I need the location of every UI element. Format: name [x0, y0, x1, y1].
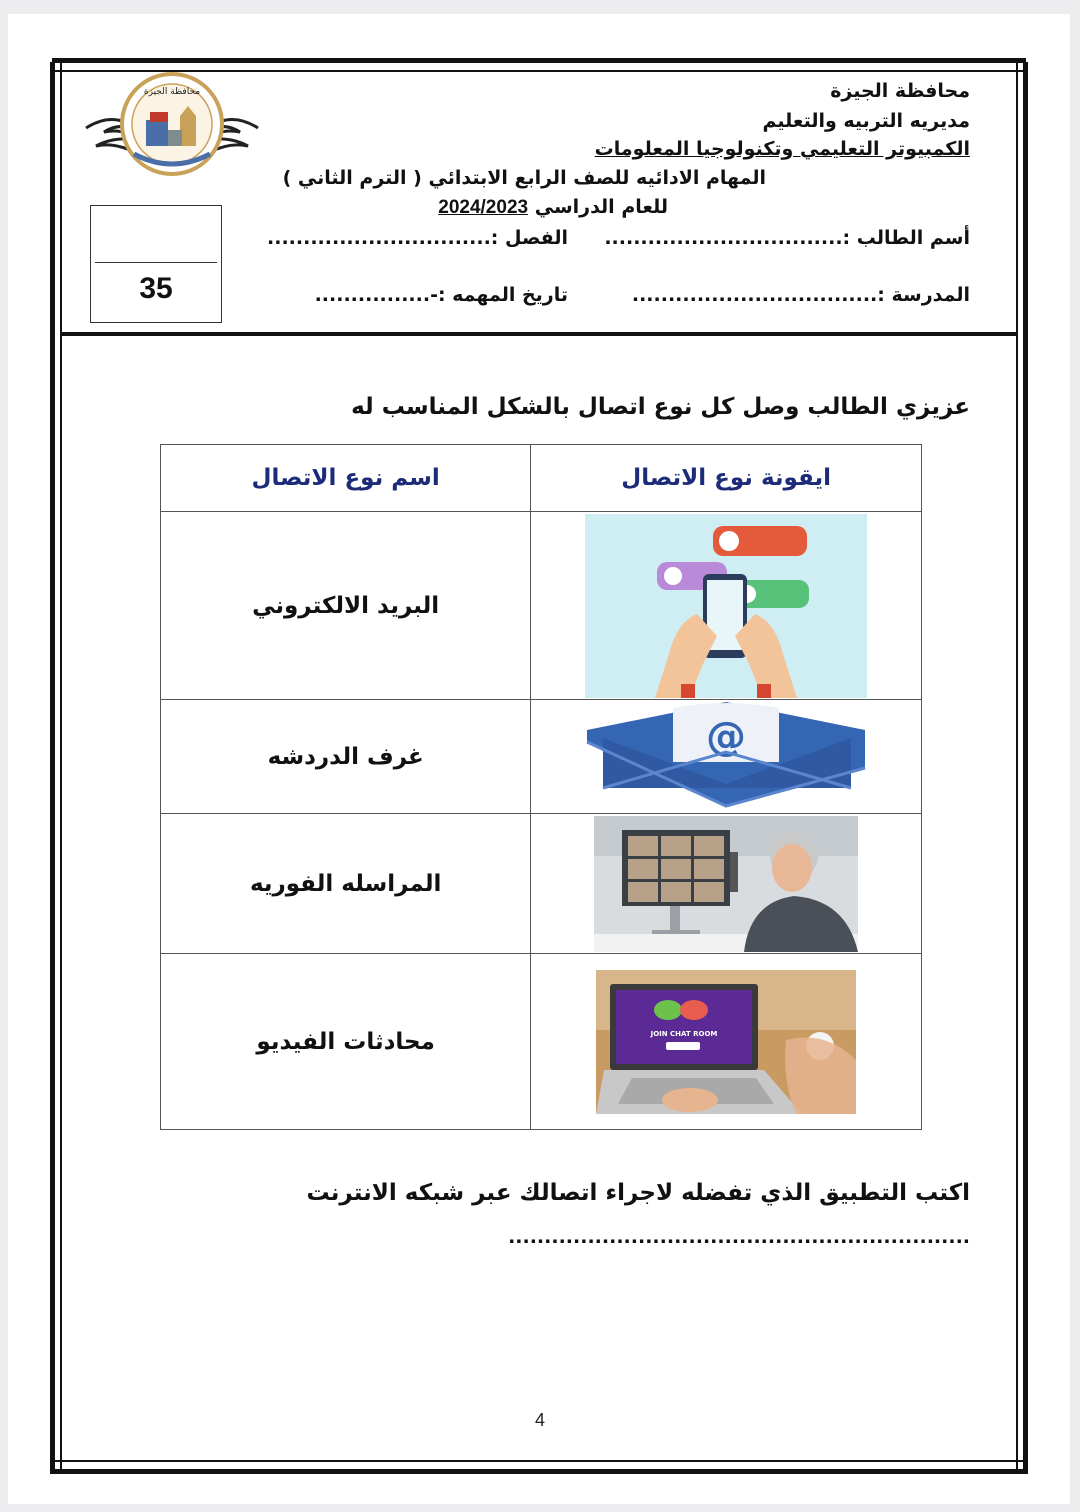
frame-right-border: [1016, 62, 1028, 1474]
video-call-icon: [594, 816, 858, 952]
name-cell: غرف الدردشه: [161, 700, 531, 814]
answer-line[interactable]: ................................................................: [508, 1226, 970, 1248]
icon-cell[interactable]: [531, 700, 922, 814]
task-title: المهام الادائيه للصف الرابع الابتدائي ( الترم الثاني ): [282, 167, 766, 189]
email-envelope-icon: [583, 702, 869, 812]
school-year: [438, 196, 668, 219]
school-year-value: 2024/2023: [438, 197, 529, 218]
icon-column-header: ايقونة نوع الاتصال: [531, 445, 922, 512]
school-year-prefix: للعام الدراسي: [534, 196, 668, 218]
class-field[interactable]: الفصل :...............................: [267, 227, 568, 249]
name-column-header: اسم نوع الاتصال: [161, 445, 531, 512]
frame-left-border: [50, 62, 62, 1474]
chat-phone-icon: [585, 514, 867, 698]
table-row: [161, 814, 922, 954]
header-divider: [60, 332, 1018, 336]
student-name-field[interactable]: أسم الطالب :.................................: [604, 227, 970, 249]
name-cell: محادثات الفيديو: [161, 954, 531, 1130]
giza-governorate-logo: [84, 70, 260, 186]
name-cell: البريد الالكتروني: [161, 512, 531, 700]
match-instruction: عزيزي الطالب وصل كل نوع اتصال بالشكل المناسب له: [351, 394, 970, 420]
directorate-title: مديريه التربيه والتعليم: [762, 110, 970, 132]
table-row: [161, 954, 922, 1130]
task-date-field[interactable]: تاريخ المهمه :-................: [314, 284, 568, 306]
svg-text:@: @: [706, 713, 747, 760]
table-header-row: [161, 445, 922, 512]
table-row: [161, 700, 922, 814]
frame-bottom-border: [52, 1460, 1026, 1474]
matching-table: [160, 444, 922, 1130]
table-row: [161, 512, 922, 700]
write-instruction: اكتب التطبيق الذي تفضله لاجراء اتصالك عبر شبكه الانترنت: [306, 1180, 970, 1206]
school-field[interactable]: المدرسة :..................................: [631, 284, 970, 306]
governorate-title: محافظة الجيزة: [830, 80, 970, 102]
subject-title: الكمبيوتر التعليمي وتكنولوجيا المعلومات: [594, 138, 970, 160]
total-score: 35: [139, 272, 173, 305]
laptop-screen-text: JOIN CHAT ROOM: [650, 1029, 718, 1038]
score-divider: [95, 262, 217, 263]
logo-text: محافظة الجيزة: [143, 87, 201, 97]
chat-room-laptop-icon: [596, 970, 856, 1114]
page-number: 4: [534, 1410, 545, 1430]
score-box: [90, 205, 222, 323]
icon-cell[interactable]: [531, 512, 922, 700]
icon-cell[interactable]: [531, 954, 922, 1130]
icon-cell[interactable]: [531, 814, 922, 954]
name-cell: المراسله الفوريه: [161, 814, 531, 954]
